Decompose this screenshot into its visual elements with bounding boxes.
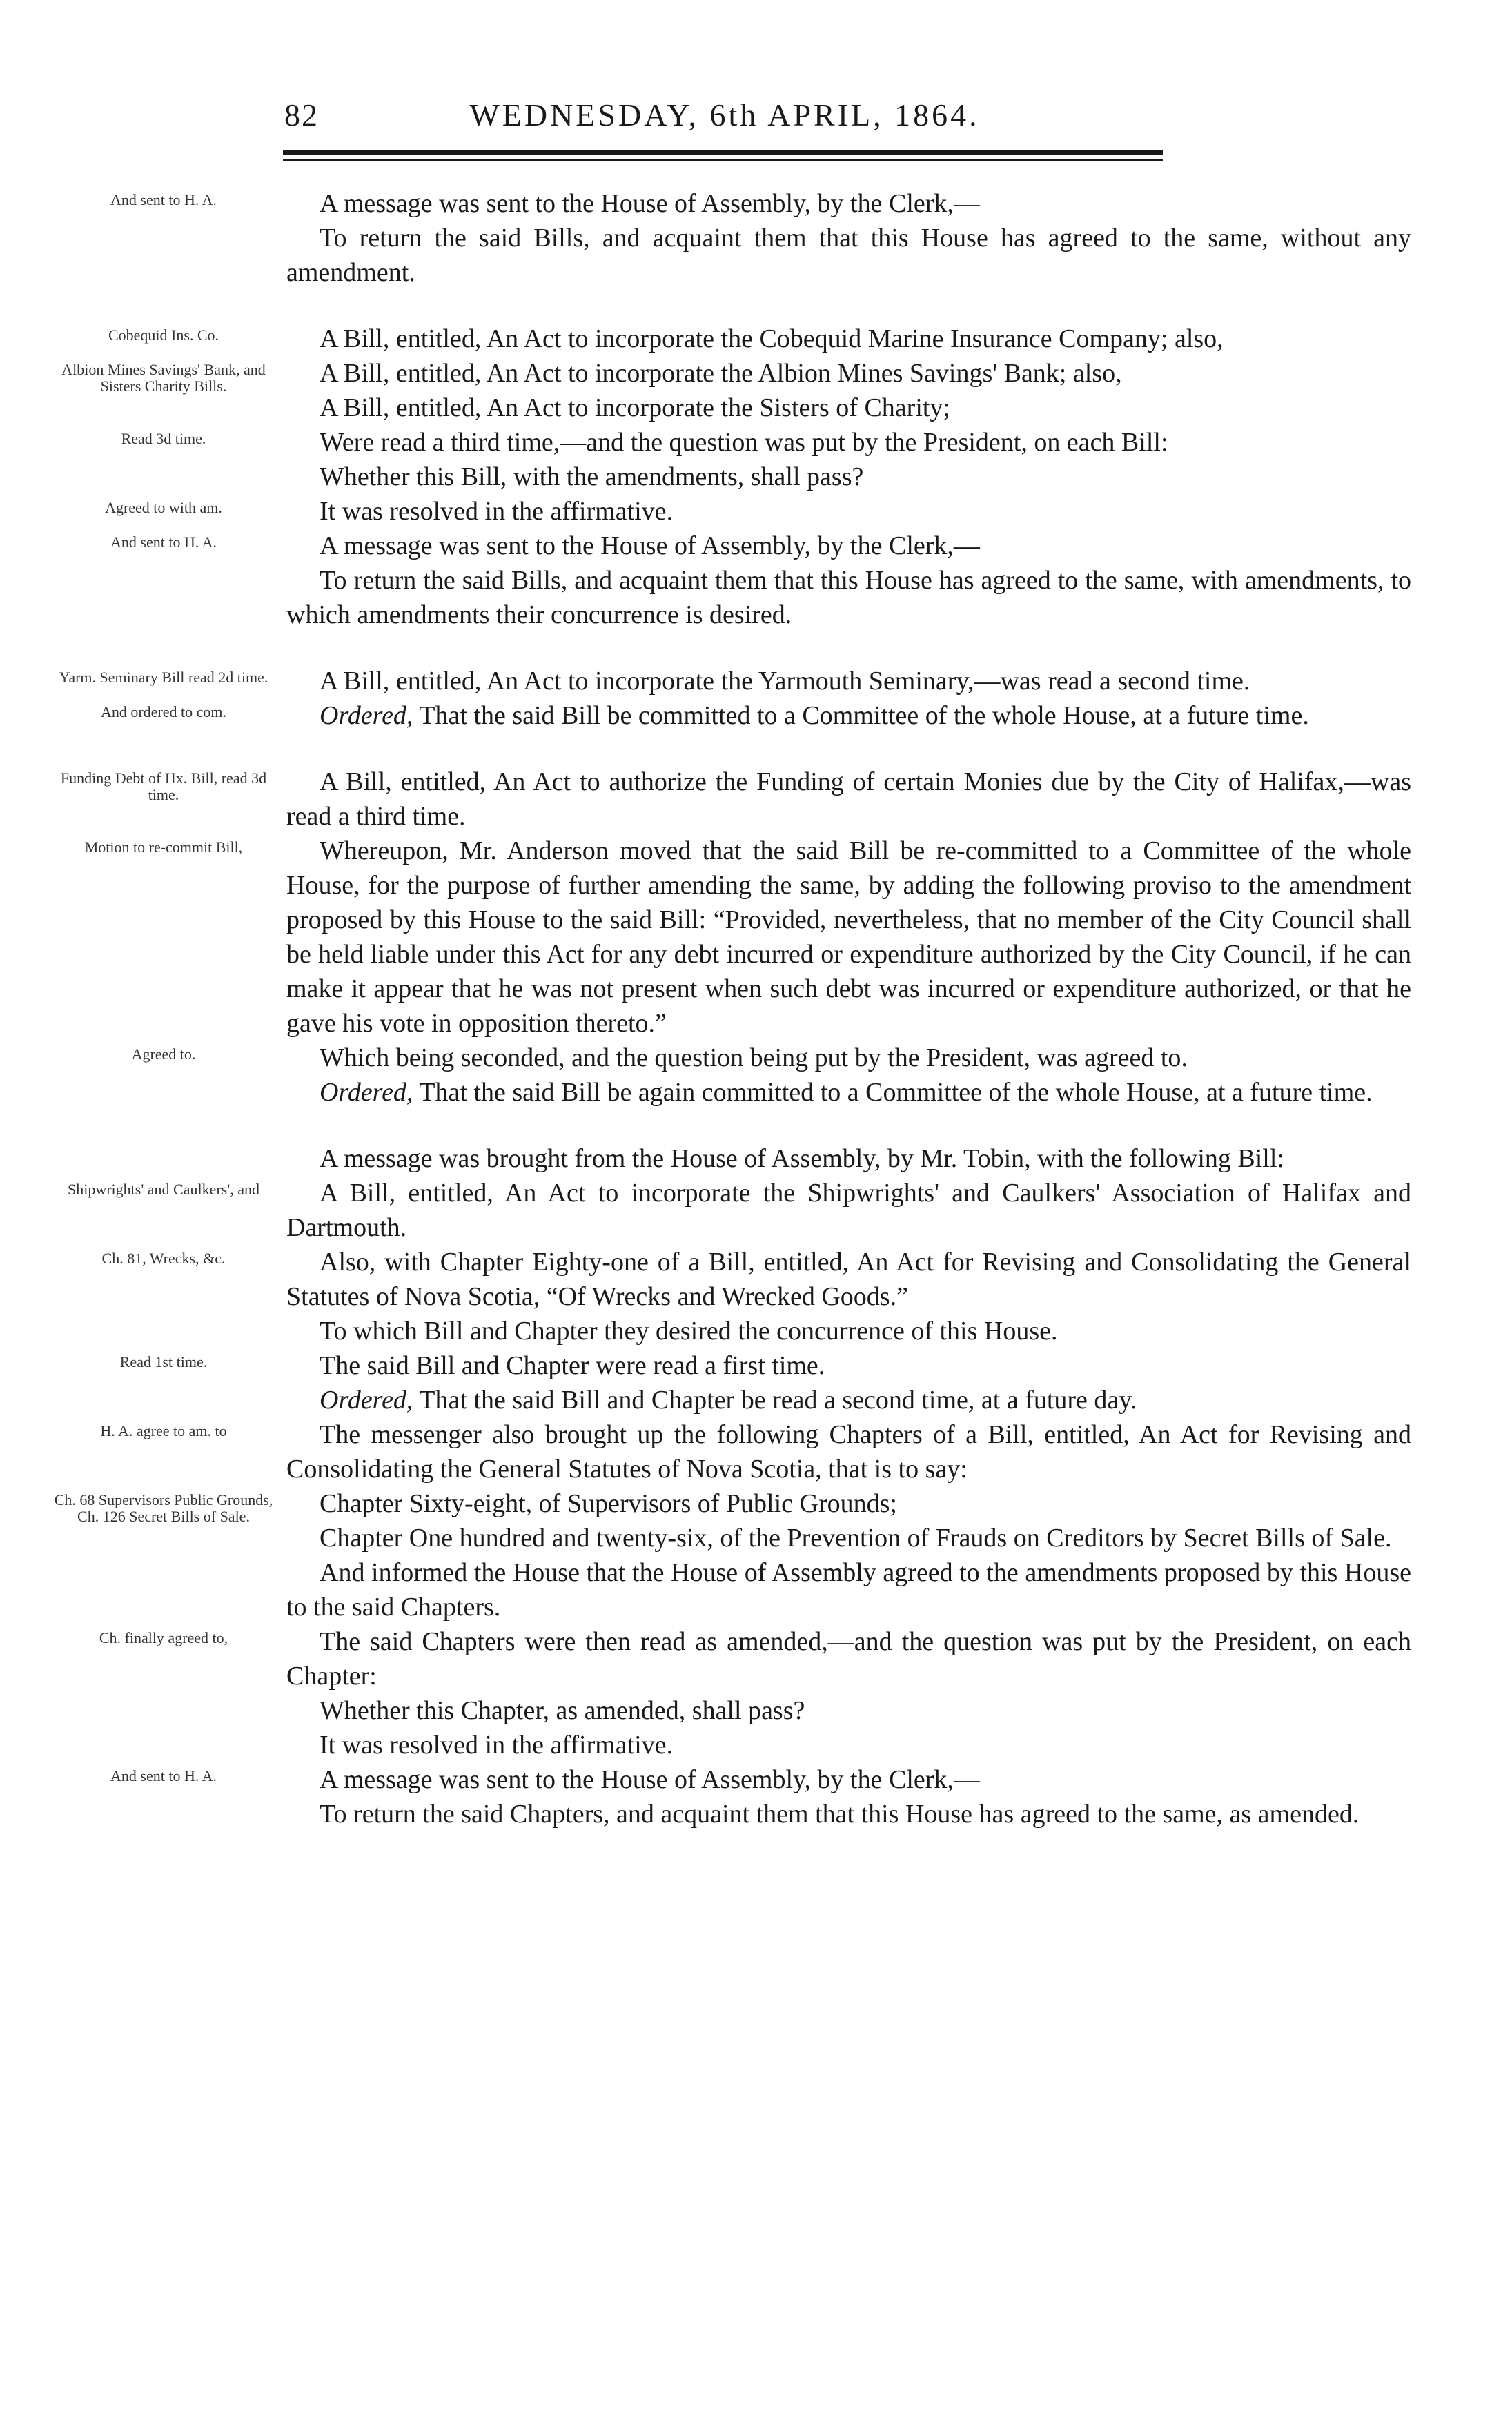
margin-note: And ordered to com. <box>100 703 227 720</box>
journal-entry <box>0 1141 1512 1176</box>
journal-entry <box>0 1417 1512 1486</box>
paragraph-text: It was resolved in the affirmative. <box>320 1731 674 1760</box>
paragraph-text: Whereupon, Mr. Anderson moved that the said Bill be re-committed to a Committee of the whole House, for the purpose of further amending the same, by adding the following proviso to the amendment proposed by this House to the said Bill: “Provided, nevertheless, that no member of the City Council shall be held liable under this Act for any debt incurred or expenditure authorized by the City Council, if he can make it appear that he was not present when such debt was incurred or expenditure authorized, or that he gave his vote in opposition thereto.” <box>286 836 1411 1038</box>
margin-note: And sent to H. A. <box>110 191 217 208</box>
entry-body <box>286 664 1411 698</box>
margin-note: Cobequid Ins. Co. <box>108 326 219 344</box>
entry-body <box>286 186 1411 290</box>
paragraph-text: A message was sent to the House of Assembly, by the Clerk,— <box>320 189 980 218</box>
entry-paragraph <box>286 494 1411 529</box>
entry-paragraph <box>286 664 1411 698</box>
entry-paragraph <box>286 1245 1411 1314</box>
entry-body <box>286 1624 1411 1762</box>
margin-note: And sent to H. A. <box>110 533 217 551</box>
entry-body <box>286 1041 1411 1075</box>
paragraph-text: The said Chapters were then read as amended,—and the question was put by the President, on each Chapter: <box>286 1627 1411 1691</box>
entry-body <box>286 1245 1411 1348</box>
ordered-label: Ordered, <box>320 701 413 730</box>
margin-note: And sent to H. A. <box>110 1767 217 1784</box>
paragraph-text: Chapter Sixty-eight, of Supervisors of Public Grounds; <box>320 1489 897 1518</box>
entry-paragraph <box>286 1383 1411 1417</box>
margin-note: Motion to re-commit Bill, <box>84 838 243 856</box>
margin-note: Shipwrights' and Caulkers', and <box>67 1181 259 1198</box>
entry-paragraph <box>286 1521 1411 1555</box>
paragraph-text: Also, with Chapter Eighty-one of a Bill, entitled, An Act for Revising and Consolidating the General Statutes of Nova Scotia, “Of Wrecks and Wrecked Goods.” <box>286 1248 1411 1311</box>
entry-body <box>286 1348 1411 1383</box>
entry-paragraph <box>286 425 1411 460</box>
paragraph-text: To return the said Bills, and acquaint them that this House has agreed to the same, without any amendment. <box>286 224 1411 287</box>
paragraph-text: That the said Bill and Chapter be read a second time, at a future day. <box>419 1386 1137 1415</box>
paragraph-text: A Bill, entitled, An Act to authorize the Funding of certain Monies due by the City of Halifax,—was read a third time. <box>286 767 1411 831</box>
paragraph-text: To return the said Bills, and acquaint them that this House has agreed to the same, with amendments, to which amendments their concurrence is desired. <box>286 566 1411 629</box>
entry-paragraph <box>286 1555 1411 1624</box>
entry-paragraph <box>286 1314 1411 1348</box>
entry-paragraph <box>286 1693 1411 1728</box>
journal-entries <box>0 186 1512 1831</box>
entry-body <box>286 1383 1411 1417</box>
journal-entry <box>0 765 1512 834</box>
entry-paragraph <box>286 529 1411 563</box>
entry-paragraph <box>286 765 1411 834</box>
paragraph-text: Whether this Chapter, as amended, shall pass? <box>320 1696 805 1725</box>
journal-entry <box>0 1383 1512 1417</box>
entry-paragraph <box>286 1728 1411 1762</box>
journal-entry <box>0 1075 1512 1110</box>
paragraph-text: Chapter One hundred and twenty-six, of the Prevention of Frauds on Creditors by Secret Bills of Sale. <box>320 1524 1392 1553</box>
entry-paragraph <box>286 391 1411 425</box>
journal-entry <box>0 1762 1512 1831</box>
page-header <box>276 97 1173 145</box>
page-title: WEDNESDAY, 6th APRIL, 1864. <box>469 97 980 132</box>
entry-body <box>286 1417 1411 1486</box>
margin-note: Funding Debt of Hx. Bill, read 3d time. <box>60 769 267 803</box>
entry-paragraph <box>286 186 1411 221</box>
paragraph-text: A Bill, entitled, An Act to incorporate the Yarmouth Seminary,—was read a second time. <box>320 667 1250 696</box>
entry-paragraph <box>286 1041 1411 1075</box>
entry-paragraph <box>286 221 1411 290</box>
entry-body <box>286 1486 1411 1624</box>
journal-entry <box>0 664 1512 698</box>
entry-body <box>286 425 1411 494</box>
entry-body <box>286 322 1411 356</box>
entry-body <box>286 1762 1411 1831</box>
entry-paragraph <box>286 1176 1411 1245</box>
paragraph-text: It was resolved in the affirmative. <box>320 497 674 526</box>
entry-body <box>286 356 1411 425</box>
entry-paragraph <box>286 322 1411 356</box>
journal-entry <box>0 1486 1512 1624</box>
margin-note: Ch. 81, Wrecks, &c. <box>101 1250 226 1267</box>
paragraph-text: Which being seconded, and the question being put by the President, was agreed to. <box>320 1043 1188 1072</box>
entry-paragraph <box>286 1348 1411 1383</box>
entry-paragraph <box>286 460 1411 494</box>
paragraph-text: That the said Bill be committed to a Committee of the whole House, at a future time. <box>419 701 1309 730</box>
entry-paragraph <box>286 563 1411 632</box>
entry-paragraph <box>286 698 1411 733</box>
entry-body <box>286 698 1411 733</box>
paragraph-text: Were read a third time,—and the question was put by the President, on each Bill: <box>320 428 1168 457</box>
entry-paragraph <box>286 1762 1411 1797</box>
journal-entry <box>0 1624 1512 1762</box>
entry-paragraph <box>286 834 1411 1041</box>
journal-entry <box>0 494 1512 529</box>
entry-body <box>286 494 1411 529</box>
margin-note: Agreed to with am. <box>105 499 222 516</box>
paragraph-text: A message was sent to the House of Assembly, by the Clerk,— <box>320 531 980 560</box>
entry-body <box>286 765 1411 834</box>
paragraph-text: A message was sent to the House of Assembly, by the Clerk,— <box>320 1765 980 1794</box>
entry-paragraph <box>286 356 1411 391</box>
paragraph-text: That the said Bill be again committed to a Committee of the whole House, at a future time. <box>419 1078 1373 1107</box>
paragraph-text: Whether this Bill, with the amendments, shall pass? <box>320 462 864 491</box>
paragraph-text: A Bill, entitled, An Act to incorporate the Sisters of Charity; <box>320 393 950 422</box>
entry-paragraph <box>286 1486 1411 1521</box>
margin-note: Read 3d time. <box>121 430 206 447</box>
paragraph-text: The said Bill and Chapter were read a first time. <box>320 1351 825 1380</box>
header-rule-thick <box>283 150 1163 155</box>
journal-entry <box>0 834 1512 1041</box>
entry-paragraph <box>286 1624 1411 1693</box>
journal-entry <box>0 322 1512 356</box>
paragraph-text: To which Bill and Chapter they desired the concurrence of this House. <box>320 1317 1058 1346</box>
entry-paragraph <box>286 1075 1411 1110</box>
entry-body <box>286 1075 1411 1110</box>
margin-note: Ch. 68 Supervisors Public Grounds, Ch. 126 Secret Bills of Sale. <box>54 1491 273 1525</box>
paragraph-text: A Bill, entitled, An Act to incorporate the Albion Mines Savings' Bank; also, <box>320 359 1122 388</box>
paragraph-text: The messenger also brought up the following Chapters of a Bill, entitled, An Act for Revising and Consolidating the General Statutes of Nova Scotia, that is to say: <box>286 1420 1411 1484</box>
ordered-label: Ordered, <box>320 1078 413 1107</box>
margin-note: H. A. agree to am. to <box>100 1422 227 1439</box>
entry-paragraph <box>286 1797 1411 1831</box>
journal-entry <box>0 1176 1512 1245</box>
journal-entry <box>0 1245 1512 1348</box>
journal-entry <box>0 425 1512 494</box>
journal-entry <box>0 1348 1512 1383</box>
journal-entry <box>0 698 1512 733</box>
journal-entry <box>0 1041 1512 1075</box>
margin-note: Yarm. Seminary Bill read 2d time. <box>59 669 268 686</box>
entry-body <box>286 529 1411 632</box>
entry-body <box>286 834 1411 1041</box>
paragraph-text: And informed the House that the House of Assembly agreed to the amendments proposed by this House to the said Chapters. <box>286 1558 1411 1622</box>
entry-paragraph <box>286 1141 1411 1176</box>
margin-note: Agreed to. <box>131 1045 196 1063</box>
paragraph-text: A Bill, entitled, An Act to incorporate the Cobequid Marine Insurance Company; also, <box>320 324 1224 353</box>
journal-entry <box>0 186 1512 290</box>
margin-note: Read 1st time. <box>119 1353 208 1370</box>
entry-paragraph <box>286 1417 1411 1486</box>
entry-body <box>286 1176 1411 1245</box>
ordered-label: Ordered, <box>320 1386 413 1415</box>
entry-body <box>286 1141 1411 1176</box>
paragraph-text: A Bill, entitled, An Act to incorporate the Shipwrights' and Caulkers' Association of Halifax and Dartmouth. <box>286 1179 1411 1242</box>
journal-entry <box>0 529 1512 632</box>
page-number: 82 <box>284 97 319 132</box>
paragraph-text: To return the said Chapters, and acquaint them that this House has agreed to the same, as amended. <box>320 1800 1359 1829</box>
header-rule-thin <box>283 159 1163 161</box>
paragraph-text: A message was brought from the House of Assembly, by Mr. Tobin, with the following Bill: <box>320 1144 1284 1173</box>
margin-note: Albion Mines Savings' Bank, and Sisters Charity Bills. <box>61 361 266 395</box>
margin-note: Ch. finally agreed to, <box>99 1629 228 1646</box>
journal-entry <box>0 356 1512 425</box>
